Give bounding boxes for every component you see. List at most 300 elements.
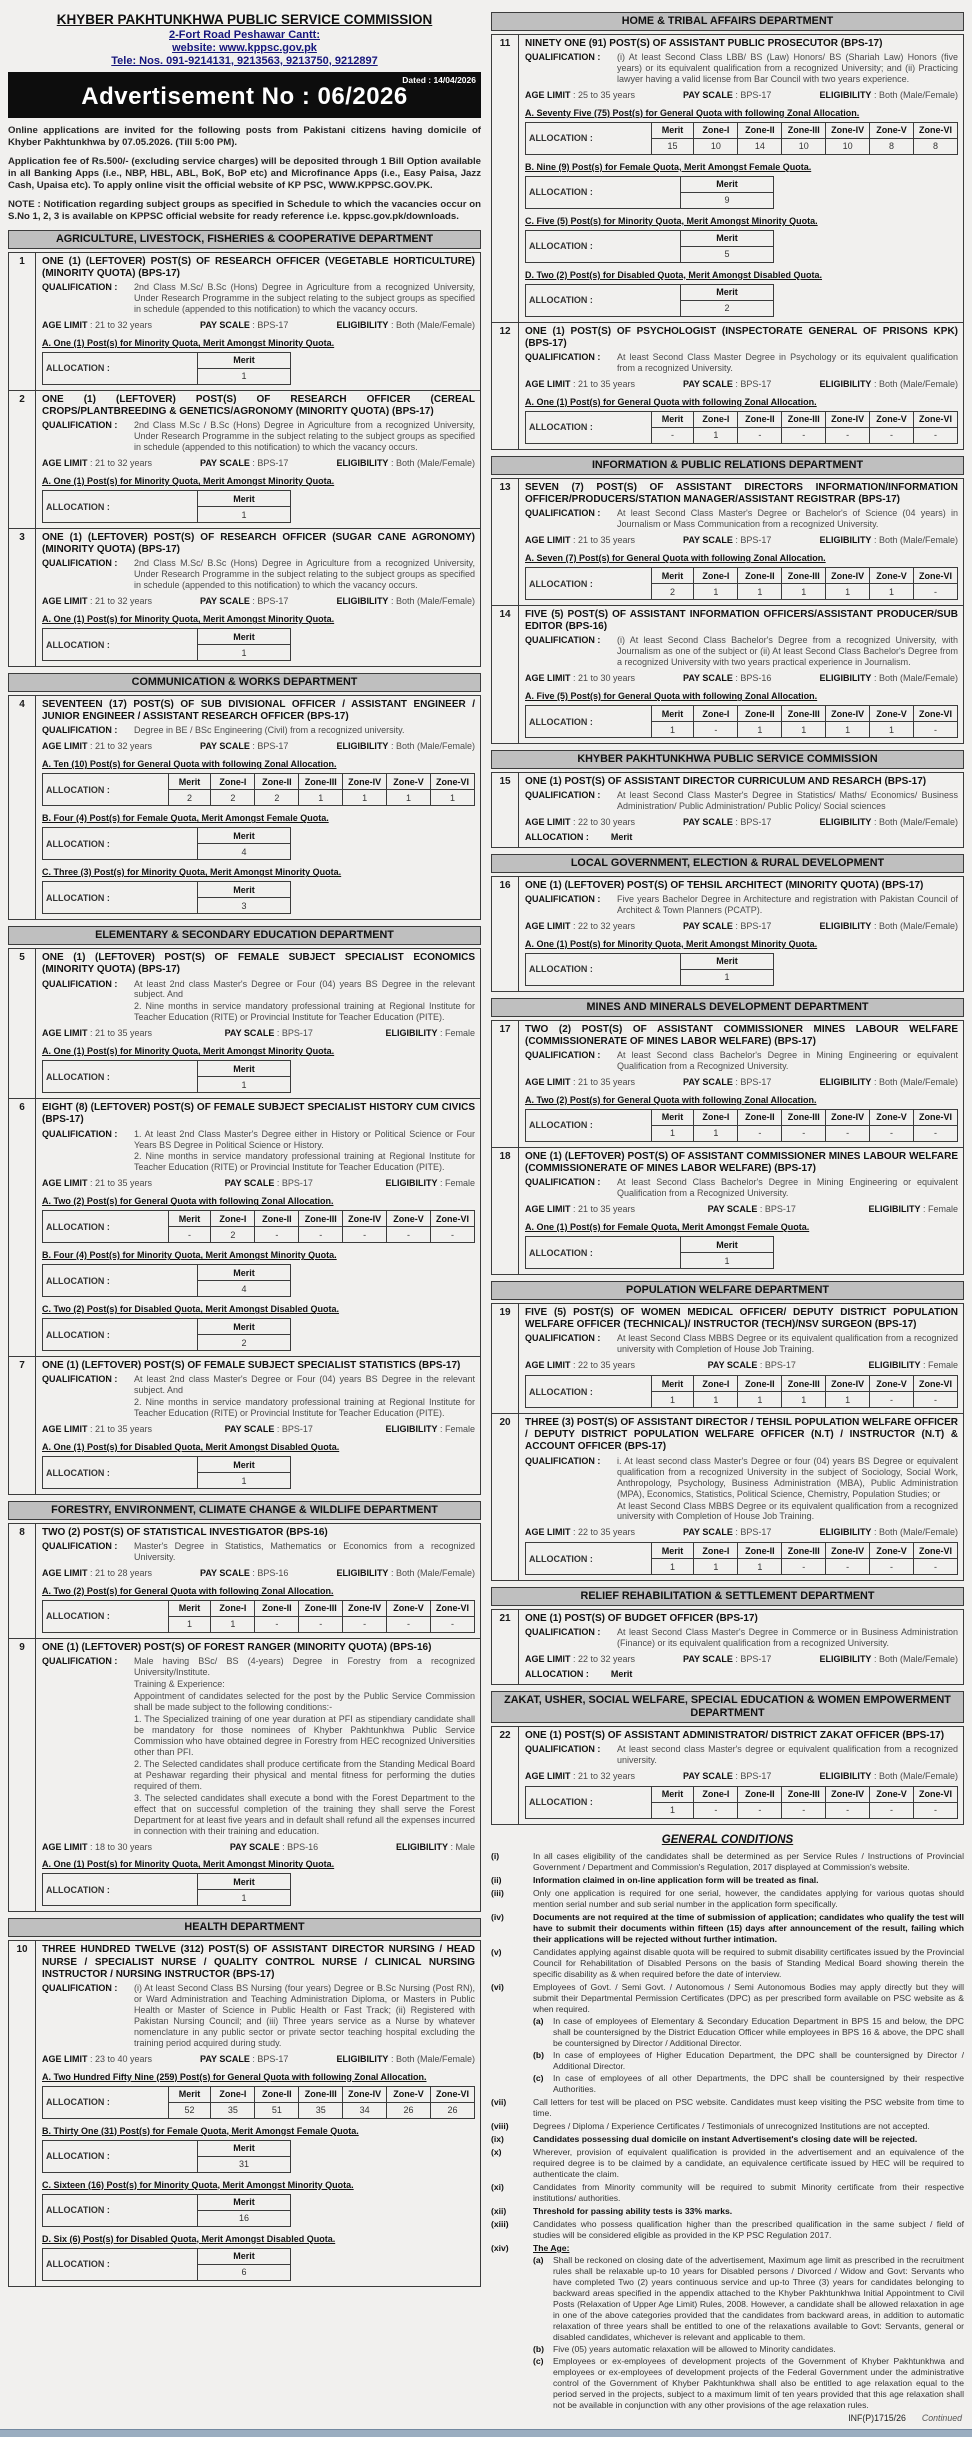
post-row [492,1021,963,1148]
allocation-value: 26 [387,2102,431,2118]
post-meta-row [42,1568,475,1579]
allocation-value: 1 [651,1559,694,1575]
allocation-value: 1 [681,969,774,985]
allocation-value: 1 [694,1392,738,1408]
age-limit-label: AGE LIMIT [42,1841,88,1852]
post-title: ONE (1) (LEFTOVER) POST(S) OF RESEARCH OFFICER (CEREAL CROPS/PLANTBREEDING & GENETICS/AGRONOMY (MINORITY QUOTA) (BPS-17) [42,393,475,418]
pay-scale-value: : BPS-17 [732,379,772,390]
condition-main-text: Call letters for test will be placed on PSC website. Candidates must keep visiting the PSC website from time to time. [533,2096,964,2118]
allocation-col-header: Merit [681,1237,774,1253]
post-number: 15 [492,773,519,847]
section-body [8,1940,481,2286]
allocation-col-header: Merit [198,1874,291,1890]
condition-sub-text: Employees or ex-employees of development projects of the Government of Khyber Pakhtunkhwa and employees or ex-employees of development projects of the Federal Government under the administrative control of the Government of Khyber Pakhtunkhwa shall also be entitled to age relaxation equal to the period served in the projects, subject to a maximum limit of ten years provided that this age relaxation shall not be available in conjunction with any other provisions of the age relaxation rules. [553,2355,964,2410]
post-content [519,1414,963,1580]
allocation-label: ALLOCATION : [43,1874,198,1906]
allocation-col-header: Merit [168,1211,211,1227]
pay-scale-value: : BPS-17 [274,1028,313,1039]
age-limit-label: AGE LIMIT [525,1204,571,1215]
allocation-table [42,1264,291,1297]
allocation-value: - [694,1802,738,1818]
allocation-col-header: Zone-I [694,1543,738,1559]
allocation-value: 1 [651,1125,694,1141]
pay-scale [683,1077,771,1088]
allocation-value: - [870,427,914,443]
post-meta-row [525,90,958,101]
eligibility [819,90,958,101]
age-limit-value: : 22 to 32 years [570,1654,636,1665]
qualification-line: i. At least second class Master's Degree or four (04) years BS Degree or equivalent qualification from a recognized University in the subject of Sociology, Social Work, Anthropology, Psychology, Business Administration (MBA), Public Administration (MPA), Economics, Statistics, Political Science, Chemistry, Population Studies; or [617,1455,958,1499]
eligibility [819,817,958,828]
quota-line: B. Thirty One (31) Post(s) for Female Quota, Merit Amongst Female Quota. [42,2125,359,2136]
post-content [519,1021,963,1147]
qualification-text [134,725,475,737]
condition-main-text: Threshold for passing ability tests is 33% marks. [533,2205,733,2216]
qualification-label: QUALIFICATION : [525,52,601,63]
qualification-line: At least Second Class Master's Degree in Statistics/ Maths/ Economics/ Business Administration/ Public Administration/ Public Policy/ Social sciences [617,790,958,812]
allocation-table [42,773,475,806]
pay-scale [683,1771,771,1782]
pay-scale-value: : BPS-17 [732,1527,772,1538]
general-condition-item [491,1912,964,1945]
allocation-label: ALLOCATION : [526,1109,652,1141]
eligibility-value: : Both (Male/Female) [388,1568,475,1579]
post-content [519,606,963,743]
general-condition-item [491,2134,964,2145]
section-header: HEALTH DEPARTMENT [8,1918,481,1937]
pay-scale [708,1360,796,1371]
condition-sub-text: In case of employees of all other Departments, the DPC shall be countersigned by their respective Authorities. [553,2072,964,2094]
allocation-label: ALLOCATION : [43,2248,198,2280]
allocation-value: 4 [198,844,291,860]
post-row [492,877,963,991]
eligibility-value: : Female [920,1360,958,1371]
eligibility-value: : Both (Male/Female) [388,2053,475,2064]
condition-sub-item [533,2255,964,2343]
condition-text [533,1888,964,1910]
post-title: SEVENTEEN (17) POST(S) OF SUB DIVISIONAL OFFICER / ASSISTANT ENGINEER / JUNIOR ENGINEER / ASSISTANT RESEARCH OFFICER (BPS-17) [42,699,475,723]
allocation-value: - [870,1125,914,1141]
allocation-value: 10 [782,138,826,154]
allocation-value: 1 [738,1392,782,1408]
pay-scale-value: : BPS-17 [732,535,772,546]
section-header: HOME & TRIBAL AFFAIRS DEPARTMENT [491,12,964,31]
allocation-value: - [343,1227,387,1243]
quota-line: A. Two (2) Post(s) for General Quota with following Zonal Allocation. [42,1196,334,1207]
allocation-value: 1 [826,722,870,738]
allocation-value: - [914,1559,958,1575]
qualification-line: Master's Degree in Statistics, Mathematics or Economics from a recognized University. [134,1541,475,1563]
allocation-merit-value: Merit [610,831,633,842]
age-limit-label: AGE LIMIT [42,596,88,607]
post-meta-row [525,1527,958,1538]
age-limit [42,596,152,607]
allocation-value: 1 [198,368,291,384]
allocation-col-header: Zone-IV [826,568,870,584]
allocation-col-header: Merit [198,828,291,844]
allocation-value: 1 [826,584,870,600]
quota-line: B. Four (4) Post(s) for Female Quota, Merit Amongst Female Quota. [42,813,329,824]
allocation-col-header: Zone-II [738,1109,782,1125]
condition-number: (viii) [491,2120,509,2131]
eligibility-label: ELIGIBILITY [819,921,872,932]
pay-scale-label: PAY SCALE [200,320,250,331]
section-header: AGRICULTURE, LIVESTOCK, FISHERIES & COOPERATIVE DEPARTMENT [8,230,481,249]
allocation-col-header: Zone-I [694,1786,738,1802]
allocation-col-header: Zone-I [694,411,738,427]
qualification-text [617,1627,958,1650]
qualification-text [617,635,958,669]
allocation-col-header: Zone-II [738,568,782,584]
age-limit-value: : 21 to 28 years [87,1568,153,1579]
quota-line: D. Two (2) Post(s) for Disabled Quota, Merit Amongst Disabled Quota. [525,269,823,280]
allocation-value: 1 [826,1392,870,1408]
post-content [519,479,963,605]
post-row [9,529,480,666]
post-meta-row [525,921,958,932]
allocation-value: 5 [681,246,774,262]
quota-line: D. Six (6) Post(s) for Disabled Quota, Merit Amongst Disabled Quota. [42,2233,336,2244]
qualification-line: At least Second class Bachelor's Degree in Mining Engineering or equivalent Qualification from a Recognized University. [617,1050,958,1072]
allocation-value: 35 [299,2102,343,2118]
eligibility-label: ELIGIBILITY [868,1360,921,1371]
post-title: ONE (1) (LEFTOVER) POST(S) OF TEHSIL ARCHITECT (MINORITY QUOTA) (BPS-17) [525,879,924,891]
general-condition-item [491,2206,964,2217]
general-condition-item [491,2182,964,2204]
allocation-value: 2 [211,790,255,806]
allocation-col-header: Zone-VI [914,706,958,722]
post-content [519,877,963,991]
age-limit-value: : 22 to 30 years [570,817,636,828]
post-meta-row [42,1424,475,1435]
qualification-row [525,1627,958,1650]
age-limit [42,2054,152,2065]
eligibility-value: : Both (Male/Female) [871,1527,958,1538]
pay-scale-label: PAY SCALE [707,1204,758,1215]
eligibility-label: ELIGIBILITY [336,458,389,469]
age-limit-label: AGE LIMIT [42,320,88,331]
section-body [491,1303,964,1581]
age-limit [525,1527,635,1538]
pay-scale [230,1842,318,1853]
age-limit-value: : 21 to 35 years [87,1028,153,1039]
eligibility-label: ELIGIBILITY [819,673,872,684]
allocation-value: - [343,1616,387,1632]
allocation-col-header: Zone-V [870,568,914,584]
allocation-table [42,2086,475,2119]
eligibility-value: : Both (Male/Female) [871,535,958,546]
age-limit-value: : 21 to 32 years [87,596,153,607]
allocation-value: - [914,1125,958,1141]
eligibility [819,1527,958,1538]
allocation-value: - [387,1227,431,1243]
post-row [492,35,963,323]
age-limit [525,535,635,546]
qualification-row [42,558,475,592]
pay-scale-label: PAY SCALE [224,1028,275,1039]
allocation-col-header: Zone-VI [914,1109,958,1125]
allocation-value: - [826,1125,870,1141]
pay-scale [683,90,771,101]
age-limit-value: : 18 to 30 years [87,1841,153,1852]
age-limit-value: : 21 to 35 years [570,1077,636,1088]
allocation-col-header: Zone-V [870,411,914,427]
quota-line: A. Two Hundred Fifty Nine (259) Post(s) for General Quota with following Zonal Allocation. [42,2071,427,2082]
eligibility [385,1028,475,1039]
allocation-table [525,411,958,444]
allocation-col-header: Zone-I [211,2086,255,2102]
section-body [8,1523,481,1912]
allocation-label: ALLOCATION : [43,1211,169,1243]
pay-scale-value: : BPS-17 [732,817,772,828]
allocation-merit-only [525,832,958,842]
section-header: FORESTRY, ENVIRONMENT, CLIMATE CHANGE & WILDLIFE DEPARTMENT [8,1501,481,1520]
allocation-value: - [299,1616,343,1632]
pay-scale-label: PAY SCALE [683,1527,733,1538]
intro-paragraphs [8,125,481,223]
allocation-col-header: Zone-I [694,1376,738,1392]
section-body [491,1726,964,1825]
allocation-value: 15 [651,138,694,154]
allocation-col-header: Zone-IV [343,2086,387,2102]
qualification-line: At least Second Class Master Degree in Psychology or its equivalent qualification from a recognized University. [617,352,958,374]
allocation-label: ALLOCATION : [43,629,198,661]
allocation-col-header: Merit [198,629,291,645]
eligibility-value: : Male [447,1841,475,1852]
age-limit [42,320,152,331]
age-limit-label: AGE LIMIT [525,1527,571,1538]
allocation-value: 1 [198,1890,291,1906]
condition-sub-text: Shall be reckoned on closing date of the advertisement, Maximum age limit as prescribed in the recruitment rules shall be relaxable up-to 10 years for Disabled persons / Divorced / Widow and Govt: Servants who have completed Two (2) years continuous service and up-to Three (3) years for candidates belonging to backward areas specified in the appendix attached to the Khyber Pakhtunkhwa Initial Appointment to Civil Posts (Relaxation of Upper Age Limit) Rules, 2008. However, a candidate shall be allowed relaxation in age in one of the above categories provided that the candidates from backward areas, in addition to automatic relaxation of three years shall be entitled to one of the relaxations available to Govt: Servants, general or disabled candidates, whichever is relevant and applicable to them. [553,2254,964,2342]
qualification-line: 2nd Class M.Sc/ B.Sc (Hons) Degree in Agriculture from a recognized University, Under Research Programme in the subject relating to the subject groups as specified in schedule (appended to this notification) to which the vacancy occurs. [134,558,475,591]
general-condition-item [491,2219,964,2241]
age-limit-label: AGE LIMIT [42,2053,88,2064]
qualification-line: At least 2nd class Master's Degree or Four (04) years BS Degree in the relevant subject. And [134,978,475,1000]
post-row [9,696,480,919]
allocation-col-header: Zone-IV [343,1211,387,1227]
post-title: FIVE (5) POST(S) OF ASSISTANT INFORMATION OFFICERS/ASSISTANT PRODUCER/SUB EDITOR (BPS-16) [525,609,958,633]
qualification-row [525,1744,958,1767]
allocation-table [525,284,774,317]
allocation-label: ALLOCATION : [43,2194,198,2226]
condition-text [533,2206,964,2217]
post-content [36,696,480,919]
condition-number: (xiv) [491,2242,509,2253]
allocation-label: ALLOCATION : [526,1376,652,1408]
allocation-col-header: Merit [681,284,774,300]
allocation-col-header: Zone-VI [914,1376,958,1392]
allocation-value: - [826,427,870,443]
allocation-value: 4 [198,1281,291,1297]
qualification-row [42,1656,475,1838]
post-number: 16 [492,877,519,991]
post-number: 12 [492,323,519,449]
post-row [9,1941,480,2285]
eligibility [819,673,958,684]
pay-scale-value: : BPS-17 [757,1360,796,1371]
qualification-text [617,1177,958,1200]
pay-scale-value: : BPS-17 [249,2053,289,2064]
qualification-row [525,1456,958,1524]
allocation-label: ALLOCATION : [526,953,681,985]
allocation-value: 1 [198,507,291,523]
post-content [519,773,963,847]
right-column [491,6,964,2423]
allocation-label: ALLOCATION : [43,774,169,806]
allocation-value: - [431,1616,475,1632]
pay-scale [200,1568,288,1579]
qualification-text [617,352,958,375]
allocation-value: 1 [782,722,826,738]
allocation-label: ALLOCATION : [526,1543,652,1575]
pay-scale-label: PAY SCALE [200,596,250,607]
allocation-value: - [826,1559,870,1575]
allocation-col-header: Zone-II [738,1376,782,1392]
allocation-value: 6 [198,2264,291,2280]
post-content [519,1727,963,1824]
allocation-table [525,1375,958,1408]
allocation-col-header: Zone-II [738,411,782,427]
allocation-col-header: Zone-I [211,774,255,790]
pay-scale [200,2054,288,2065]
quota-line: A. One (1) Post(s) for Minority Quota, Merit Amongst Minority Quota. [42,1046,335,1057]
post-content [36,529,480,666]
eligibility-label: ELIGIBILITY [819,1077,872,1088]
pay-scale [225,1028,313,1039]
eligibility-value: : Both (Male/Female) [871,817,958,828]
eligibility-value: : Both (Male/Female) [871,921,958,932]
age-limit-value: : 21 to 32 years [570,1771,636,1782]
post-content [36,391,480,528]
qualification-line: At least Second Class Bachelor's Degree in Mining Engineering or equivalent Qualification from a Recognized University. [617,1177,958,1199]
section-body [491,876,964,992]
condition-main-text: Documents are not required at the time of submission of application; candidates who qualify the test will have to submit their documents within fifteen (15) days after announcement of the result, failing which their applications will be rejected without further intimation. [533,1911,964,1944]
pay-scale [225,1424,313,1435]
post-title: ONE (1) POST(S) OF BUDGET OFFICER (BPS-17) [525,1613,758,1625]
post-meta-row [42,596,475,607]
allocation-value: - [914,1802,958,1818]
qualification-line: At least Second Class MBBS Degree or its equivalent qualification from a recognized university with Completion of House Job Training. [617,1500,958,1522]
quota-line: A. Seventy Five (75) Post(s) for General Quota with following Zonal Allocation. [525,107,860,118]
condition-sub-item [533,2073,964,2095]
pay-scale-value: : BPS-17 [274,1424,313,1435]
pay-scale-label: PAY SCALE [683,1654,733,1665]
allocation-value: 1 [651,722,694,738]
condition-sub-item [533,2344,964,2355]
allocation-col-header: Merit [198,2248,291,2264]
post-row [9,1524,480,1639]
allocation-table [525,705,958,738]
allocation-label: ALLOCATION : [43,491,198,523]
post-content [36,1941,480,2285]
qualification-text [617,790,958,813]
allocation-value: 26 [431,2102,475,2118]
age-limit-value: : 21 to 32 years [87,741,153,752]
allocation-col-header: Merit [198,352,291,368]
intro-paragraph-3: NOTE : Notification regarding subject groups as specified in Schedule to which the vacancies occur on S.No 1, 2, 3 is available on KPPSC official website for ready reference i.e. kppsc.gov.pk/downloads. [8,198,481,222]
allocation-table [42,628,291,661]
allocation-value: - [387,1616,431,1632]
age-limit [525,1077,635,1088]
qualification-line: (i) At least Second Class Bachelor's Degree from a recognized University, with Journalism as one of the subject or (ii) At least Second Class Bachelor's Degree from a recognized University with two years practical experience in Journalism. [617,635,958,668]
pay-scale [200,596,288,607]
advertisement-banner [8,72,481,118]
qualification-label: QUALIFICATION : [42,1541,118,1552]
allocation-value: 2 [255,790,299,806]
condition-text [533,2121,964,2132]
age-limit-label: AGE LIMIT [525,1654,571,1665]
quota-line: C. Five (5) Post(s) for Minority Quota, Merit Amongst Minority Quota. [525,215,818,226]
allocation-value: 1 [211,1616,255,1632]
allocation-value: 1 [694,427,738,443]
condition-text [533,2182,964,2204]
allocation-table [42,490,291,523]
allocation-value: 2 [198,1335,291,1351]
post-title: ONE (1) POST(S) OF PSYCHOLOGIST (INSPECTORATE GENERAL OF PRISONS KPK) (BPS-17) [525,325,958,350]
post-title: EIGHT (8) (LEFTOVER) POST(S) OF FEMALE SUBJECT SPECIALIST HISTORY CUM CIVICS (BPS-17) [42,1102,475,1126]
condition-text [533,1851,964,1873]
pay-scale-label: PAY SCALE [200,458,250,469]
eligibility-label: ELIGIBILITY [819,535,872,546]
allocation-value: 51 [255,2102,299,2118]
pay-scale-label: PAY SCALE [224,1424,275,1435]
condition-main-text: The Age: [533,2242,570,2253]
eligibility [336,320,475,331]
age-limit-value: : 21 to 35 years [87,1178,153,1189]
post-row [492,1414,963,1580]
age-limit-value: : 23 to 40 years [87,2053,153,2064]
quota-line: A. One (1) Post(s) for Disabled Quota, Merit Amongst Disabled Quota. [42,1442,340,1453]
age-limit-value: : 22 to 35 years [570,1360,636,1371]
allocation-col-header: Zone-III [299,1211,343,1227]
allocation-col-header: Zone-II [738,706,782,722]
post-number: 8 [9,1524,36,1638]
post-content [36,949,480,1098]
eligibility [819,1654,958,1665]
age-limit-label: AGE LIMIT [42,458,88,469]
age-limit [42,1028,152,1039]
pay-scale-label: PAY SCALE [683,1771,733,1782]
allocation-col-header: Zone-III [782,122,826,138]
post-row [492,1148,963,1274]
qualification-row [525,635,958,669]
qualification-line: At least Second Class Master's Degree in Commerce or in Business Administration (Finance) or its equivalent qualification from a recognized University. [617,1627,958,1649]
condition-text [533,2243,964,2411]
allocation-label: ALLOCATION : [526,568,652,600]
qualification-line: At least Second Class MBBS Degree or its equivalent qualification from a recognized university with Completion of House Job Training. [617,1333,958,1355]
qualification-label: QUALIFICATION : [42,1982,118,1993]
eligibility [385,1178,475,1189]
post-meta-row [525,1771,958,1782]
post-number: 6 [9,1099,36,1356]
post-row [492,1610,963,1684]
condition-number: (ix) [491,2133,504,2144]
post-meta-row [42,2054,475,2065]
allocation-value: 1 [738,584,782,600]
pay-scale-value: : BPS-17 [249,320,289,331]
post-content [36,1357,480,1494]
qualification-row [42,1983,475,2050]
qualification-text [134,1374,475,1420]
post-meta-row [42,458,475,469]
quota-line: A. One (1) Post(s) for Female Quota, Merit Amongst Female Quota. [525,1222,810,1233]
allocation-col-header: Merit [198,1265,291,1281]
condition-main-text: Only one application is required for one serial, however, the candidates applying for various quotas should mention serial number and sub serial number in the application form specifically. [533,1887,964,1909]
qualification-text [134,1541,475,1564]
pay-scale [683,379,771,390]
allocation-table [525,1236,774,1269]
post-number: 5 [9,949,36,1098]
